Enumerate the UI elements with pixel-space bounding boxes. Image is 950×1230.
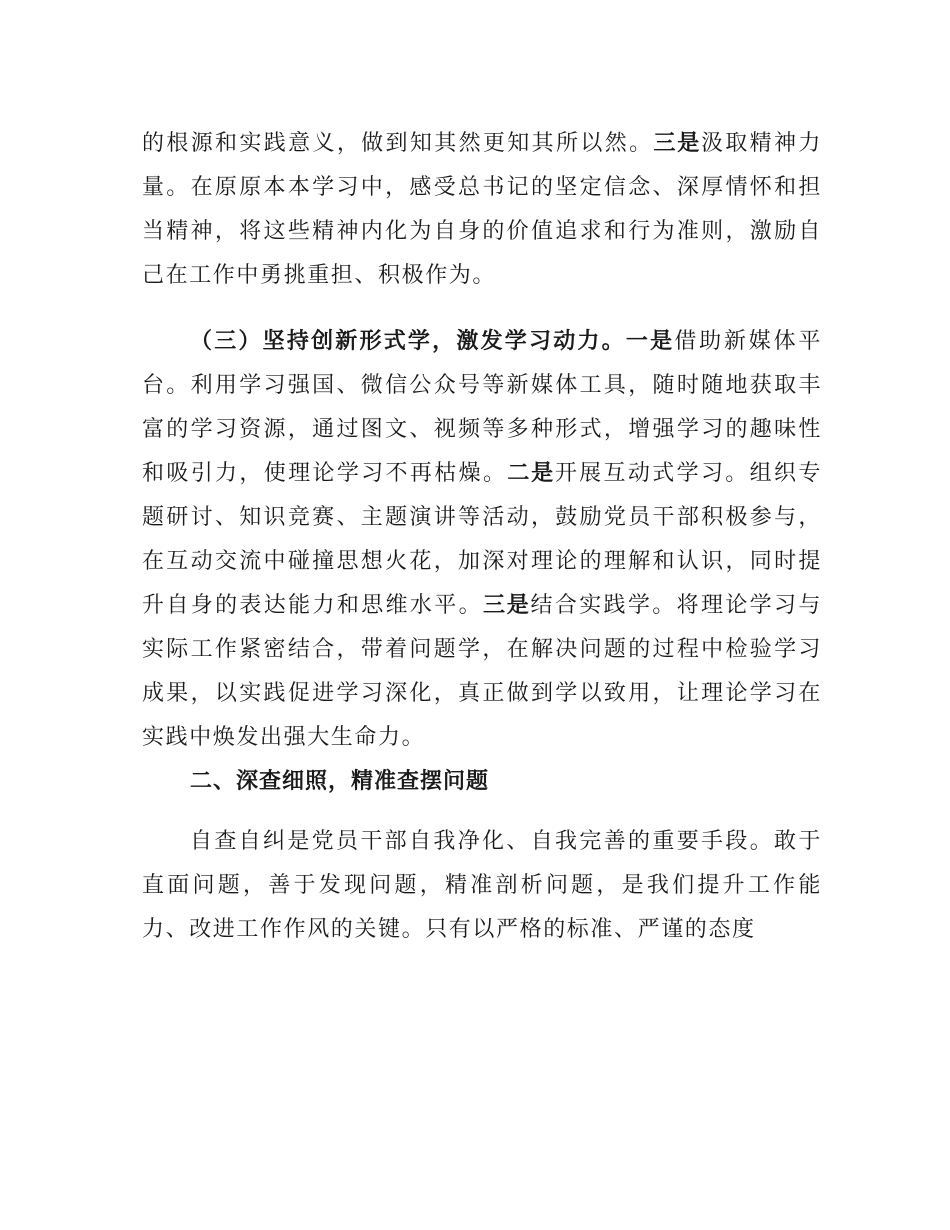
paragraph-text: 的根源和实践意义，做到知其然更知其所以然。 bbox=[142, 131, 654, 156]
section-subheading: （三）坚持创新形式学，激发学习动力。 bbox=[190, 329, 626, 354]
bold-marker: 三是 bbox=[653, 131, 701, 156]
paragraph-intro: 自查自纠是党员干部自我净化、自我完善的重要手段。敢于直面问题，善于发现问题，精准剖析问题，是我们提升工作能力、改进工作作风的关键。只有以严格的标准、严谨的态度 bbox=[142, 829, 822, 942]
document-body bbox=[142, 122, 822, 952]
paragraph-section-3 bbox=[142, 320, 822, 760]
paragraph-text: 汲取精神力量。在原原本本学习中，感受总书记的坚定信念、深厚情怀和担当精神，将这些精神内化为自身的价值追求和行为准则，激励自己在工作中勇挑重担、积极作为。 bbox=[142, 131, 822, 288]
paragraph-text: 开展互动式学习。组织专题研讨、知识竞赛、主题演讲等活动，鼓励党员干部积极参与，在互动交流中碰撞思想火花，加深对理论的理解和认识，同时提升自身的表达能力和思维水平。 bbox=[142, 461, 822, 618]
bold-marker: 二是 bbox=[507, 461, 555, 486]
paragraph-continuation bbox=[142, 122, 822, 298]
section-heading: 二、深查细照，精准查摆问题 bbox=[190, 769, 490, 794]
paragraph-text: 借助新媒体平台。利用学习强国、微信公众号等新媒体工具，随时随地获取丰富的学习资源，通过图文、视频等多种形式，增强学习的趣味性和吸引力，使理论学习不再枯燥。 bbox=[142, 329, 822, 486]
paragraph-text: 结合实践学。将理论学习与实际工作紧密结合，带着问题学，在解决问题的过程中检验学习成果，以实践促进学习深化，真正做到学以致用，让理论学习在实践中焕发出强大生命力。 bbox=[142, 593, 822, 750]
bold-marker: 一是 bbox=[625, 329, 675, 354]
bold-marker: 三是 bbox=[482, 593, 531, 618]
